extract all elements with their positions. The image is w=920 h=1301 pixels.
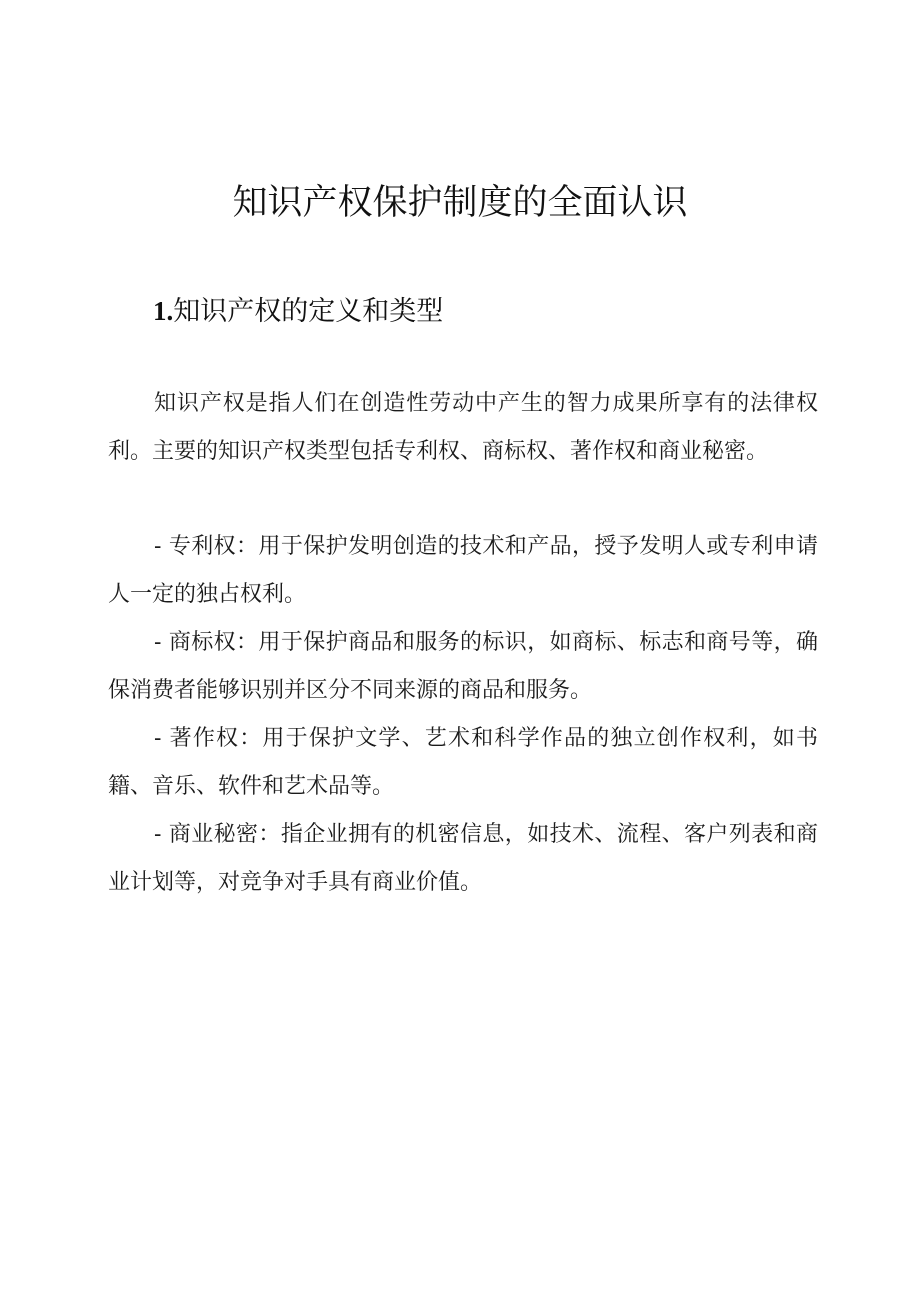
list-item-trademark: - 商标权：用于保护商品和服务的标识，如商标、标志和商号等，确保消费者能够识别并区分不同来源的商品和服务。 [108,630,818,703]
list-item-copyright: - 著作权：用于保护文学、艺术和科学作品的独立创作权利，如书籍、音乐、软件和艺术品等。 [108,726,818,799]
intro-paragraph: 知识产权是指人们在创造性劳动中产生的智力成果所享有的法律权利。主要的知识产权类型包括专利权、商标权、著作权和商业秘密。 [108,391,818,464]
section-heading [153,290,443,333]
list-item-patent: - 专利权：用于保护发明创造的技术和产品，授予发明人或专利申请人一定的独占权利。 [108,534,818,607]
section-heading-text: 知识产权的定义和类型 [173,296,444,327]
list-item-trade-secret: - 商业秘密：指企业拥有的机密信息，如技术、流程、客户列表和商业计划等，对竞争对手具有商业价值。 [108,822,818,895]
section-number: 1. [153,296,174,326]
document-title: 知识产权保护制度的全面认识 [232,183,688,223]
